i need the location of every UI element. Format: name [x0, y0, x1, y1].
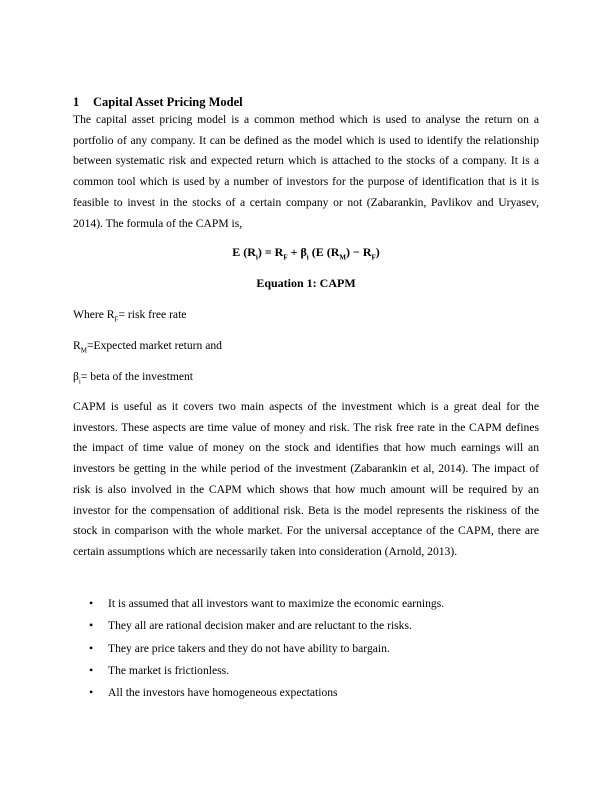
- definition-beta: [73, 369, 193, 384]
- list-item-text: The market is frictionless.: [108, 663, 230, 677]
- list-item: [73, 685, 539, 707]
- eq-sub-beta: i: [306, 253, 309, 262]
- def-beta-prefix: β: [73, 370, 79, 383]
- def-rm-text: =Expected market return and: [86, 339, 222, 352]
- eq-sub-m: M: [339, 253, 347, 262]
- list-item-text: It is assumed that all investors want to maximize the economic earnings.: [108, 597, 445, 610]
- assumptions-list: [73, 596, 539, 707]
- equation-caption: Equation 1: CAPM: [256, 276, 356, 290]
- def-rf-sub: F: [114, 315, 119, 324]
- def-rm-sub: M: [80, 346, 87, 355]
- bullet-icon: •: [89, 596, 94, 610]
- definition-rm: [73, 338, 222, 353]
- list-item: [73, 596, 539, 618]
- section-title: Capital Asset Pricing Model: [93, 95, 243, 109]
- eq-market: (E (R: [308, 245, 340, 259]
- list-item: [73, 641, 539, 663]
- eq-minus-rf: ) − R: [346, 245, 372, 259]
- eq-equals-rf: ) = R: [257, 245, 284, 259]
- bullet-icon: •: [89, 618, 94, 633]
- capm-usefulness-paragraph: CAPM is useful as it covers two main aspects of the investment which is a great deal for the investors. These aspects are time value of money and risk. The risk free rate in the CAPM defines the impact of time value of money on the stock and identifies that how much earnings will an investors be getting in the while period of the investment (Zabarankin et al, 2014). The impact of risk is also involved in the CAPM which shows that how much amount will be required by an investor for the compensation of additional risk. Beta is the model represents the riskiness of the stock in comparison with the whole market. For the universal acceptance of the CAPM, there are certain assumptions which are necessarily taken into consideration (Arnold, 2013).: [73, 400, 539, 558]
- eq-sub-f2: F: [371, 253, 376, 262]
- list-item-text: They are price takers and they do not have ability to bargain.: [108, 641, 390, 655]
- list-item-text: They all are rational decision maker and are reluctant to the risks.: [108, 619, 412, 633]
- capm-equation: [0, 245, 612, 260]
- definition-rf: [73, 307, 186, 322]
- list-item: [73, 663, 539, 685]
- list-item-text: All the investors have homogeneous expectations: [108, 686, 338, 700]
- eq-lhs: E (R: [232, 245, 256, 259]
- eq-beta: + β: [287, 245, 307, 259]
- eq-close: ): [375, 245, 380, 259]
- eq-sub-i: i: [255, 253, 258, 262]
- section-heading: [73, 95, 243, 110]
- bullet-icon: •: [89, 662, 94, 677]
- eq-sub-f: F: [283, 253, 288, 262]
- def-rm-prefix: R: [73, 339, 81, 352]
- list-item: [73, 618, 539, 640]
- def-beta-text: = beta of the investment: [80, 370, 193, 383]
- bullet-icon: •: [89, 640, 94, 655]
- def-beta-sub: i: [78, 377, 81, 386]
- bullet-icon: •: [89, 685, 94, 700]
- def-rf-prefix: Where R: [73, 308, 115, 321]
- section-number: 1: [73, 95, 80, 109]
- def-rf-text: = risk free rate: [118, 308, 187, 321]
- intro-paragraph: The capital asset pricing model is a common method which is used to analyse the return on a portfolio of any company. It can be defined as the model which is used to identify the relationship between systematic risk and expected return which is attached to the stocks of a company. It is a common tool which is used by a number of investors for the purpose of identification that is it is feasible to invest in the stocks of a certain company or not (Zabarankin, Pavlikov and Uryasev, 2014). The formula of the CAPM is,: [73, 113, 539, 230]
